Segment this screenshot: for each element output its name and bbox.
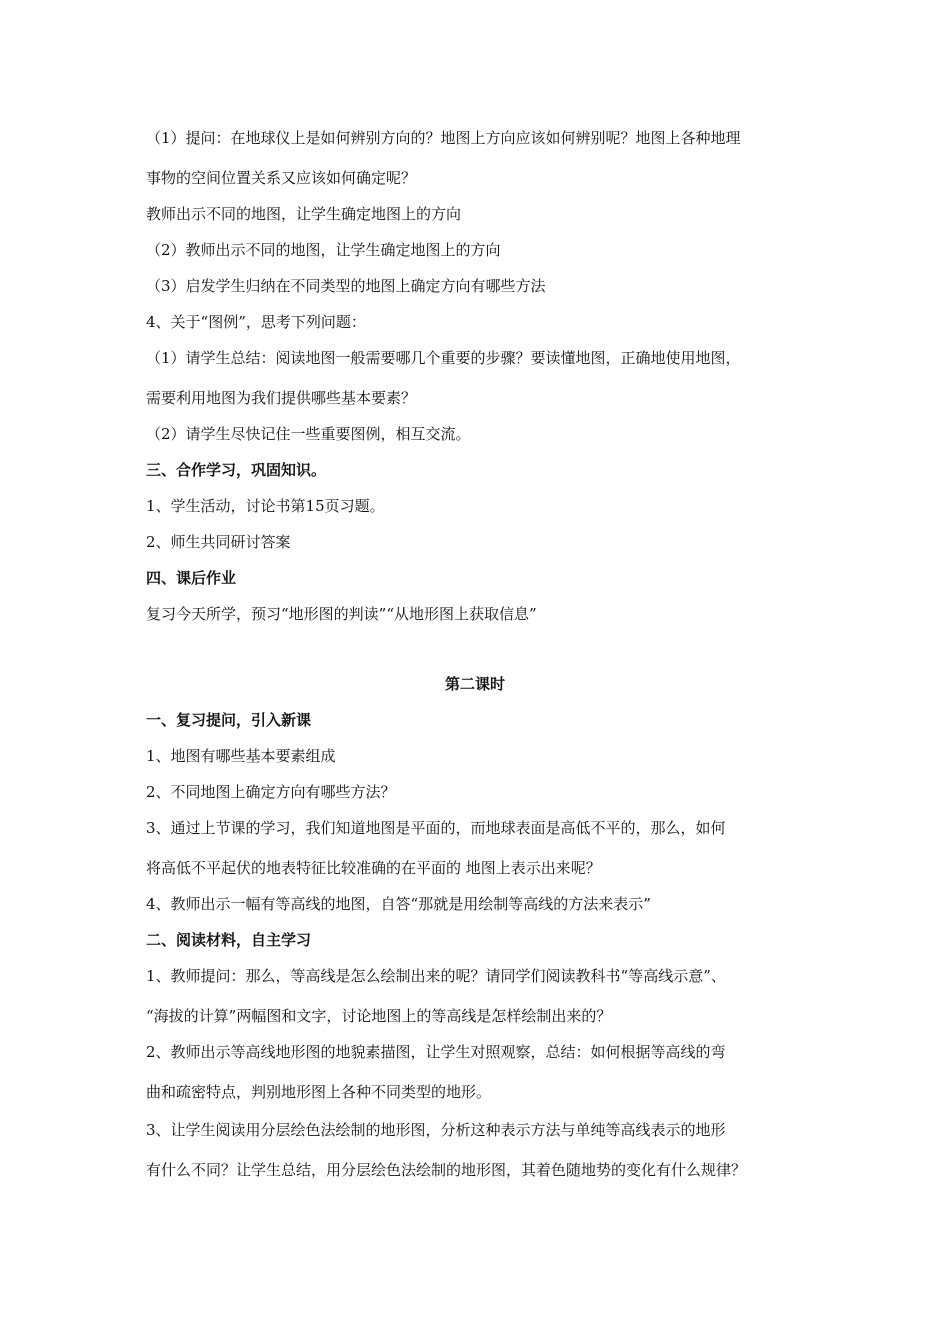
paragraph-line: 4、关于“图例”，思考下列问题： xyxy=(146,313,366,331)
paragraph-line: 1、教师提问：那么，等高线是怎么绘制出来的呢？请同学们阅读教科书“等高线示意”、 xyxy=(146,967,726,985)
paragraph-line: 2、不同地图上确定方向有哪些方法？ xyxy=(146,783,396,801)
paragraph-line: （3）启发学生归纳在不同类型的地图上确定方向有哪些方法 xyxy=(146,277,546,295)
paragraph-line: 2、教师出示等高线地形图的地貌素描图，让学生对照观察，总结：如何根据等高线的弯 xyxy=(146,1043,726,1061)
paragraph-line: 1、地图有哪些基本要素组成 xyxy=(146,747,336,765)
paragraph-line: 4、教师出示一幅有等高线的地图，自答“那就是用绘制等高线的方法来表示” xyxy=(146,895,651,913)
section-heading: 三、合作学习，巩固知识。 xyxy=(146,461,327,479)
paragraph-line: 2、师生共同研讨答案 xyxy=(146,533,291,551)
paragraph-line: 复习今天所学，预习“地形图的判读”“从地形图上获取信息” xyxy=(146,605,537,623)
paragraph-line: 3、让学生阅读用分层绘色法绘制的地形图，分析这种表示方法与单纯等高线表示的地形 xyxy=(146,1121,726,1139)
paragraph-line: 需要利用地图为我们提供哪些基本要素？ xyxy=(146,389,417,407)
paragraph-line: 事物的空间位置关系又应该如何确定呢？ xyxy=(146,169,417,187)
paragraph-line: 有什么不同？让学生总结，用分层绘色法绘制的地形图，其着色随地势的变化有什么规律？ xyxy=(146,1161,747,1179)
paragraph-line: “海拔的计算”两幅图和文字，讨论地图上的等高线是怎样绘制出来的？ xyxy=(146,1007,612,1025)
section-heading: 二、阅读材料，自主学习 xyxy=(146,931,312,949)
paragraph-line: （2）教师出示不同的地图，让学生确定地图上的方向 xyxy=(146,241,501,259)
paragraph-line: 1、学生活动，讨论书第15页习题。 xyxy=(146,497,385,515)
paragraph-line: 曲和疏密特点，判别地形图上各种不同类型的地形。 xyxy=(146,1083,492,1101)
section-heading: 一、复习提问，引入新课 xyxy=(146,711,312,729)
paragraph-line: （1）请学生总结：阅读地图一般需要哪几个重要的步骤？要读懂地图，正确地使用地图， xyxy=(146,349,741,367)
paragraph-line: 将高低不平起伏的地表特征比较准确的在平面的 地图上表示出来呢？ xyxy=(146,859,601,877)
paragraph-line: 教师出示不同的地图，让学生确定地图上的方向 xyxy=(146,205,462,223)
lesson-title: 第二课时 xyxy=(444,675,505,693)
section-heading: 四、课后作业 xyxy=(146,569,237,587)
paragraph-line: （1）提问：在地球仪上是如何辨别方向的？地图上方向应该如何辨别呢？地图上各种地理 xyxy=(146,129,741,147)
paragraph-line: （2）请学生尽快记住一些重要图例，相互交流。 xyxy=(146,425,471,443)
paragraph-line: 3、通过上节课的学习，我们知道地图是平面的，而地球表面是高低不平的，那么，如何 xyxy=(146,819,726,837)
